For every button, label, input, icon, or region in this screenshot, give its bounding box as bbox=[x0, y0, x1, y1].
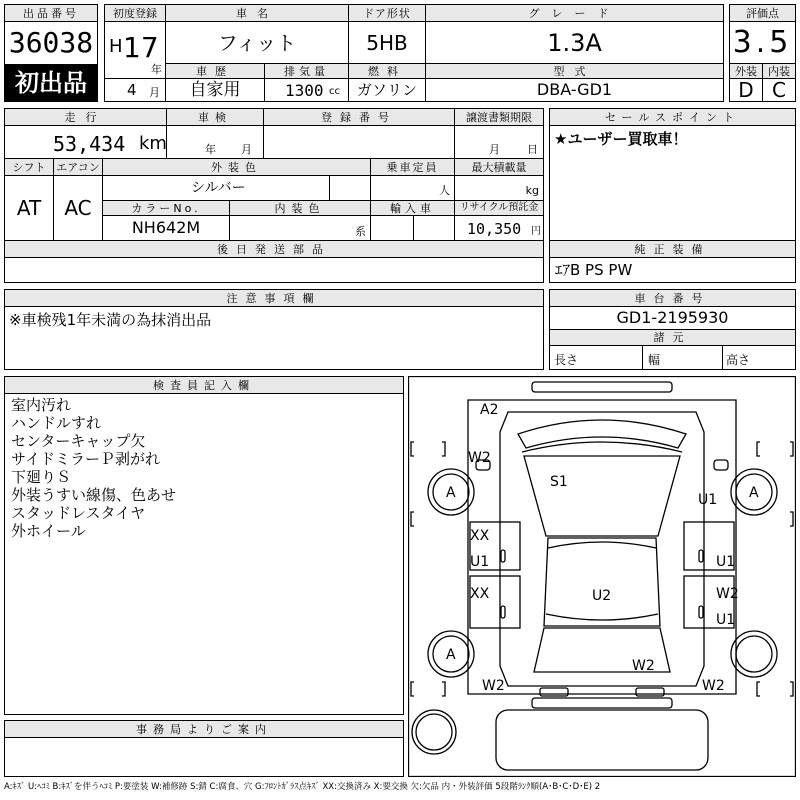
interior-grade: C bbox=[762, 78, 796, 102]
aircon: AC bbox=[53, 175, 103, 241]
fuel: ガソリン bbox=[348, 78, 426, 102]
mark-u1-front-right: U1 bbox=[698, 492, 718, 508]
mark-s1-hood: S1 bbox=[550, 474, 568, 490]
dimensions-label: 諸元 bbox=[549, 329, 796, 346]
history: 自家用 bbox=[165, 78, 265, 102]
front-bumper bbox=[532, 382, 672, 392]
inspection-label: 車検 bbox=[166, 108, 264, 126]
height-label: 高さ bbox=[726, 353, 751, 367]
ext-color: シルバー bbox=[191, 180, 246, 196]
body-outline bbox=[468, 400, 736, 694]
sales-point-label: セールスポイント bbox=[549, 108, 796, 126]
displacement-box bbox=[264, 78, 349, 102]
ext-color-divider bbox=[329, 176, 330, 200]
int-color-unit: 系 bbox=[229, 215, 371, 241]
hood bbox=[524, 456, 680, 536]
roof-front-curve bbox=[548, 542, 656, 548]
first-listing-badge: 初出品 bbox=[4, 64, 98, 102]
dim-divider-2 bbox=[722, 346, 723, 369]
model-label: 型式 bbox=[425, 63, 724, 79]
inspection-box bbox=[166, 125, 264, 159]
month-unit: 月 bbox=[149, 86, 160, 99]
model-code: DBA-GD1 bbox=[425, 78, 724, 102]
inspector-note: 外装うすい線傷、色あせ bbox=[11, 486, 177, 504]
right-mirror bbox=[714, 460, 728, 470]
legend: A:ｷｽﾞ U:ﾍｺﾐ B:ｷｽﾞを伴うﾍｺﾐ P:要塗装 W:補修跡 S:錆 C:腐食、穴 G:ﾌﾛﾝﾄｶﾞﾗｽ点ｷｽﾞ XX:交換済み X:要交換 欠:欠品 内・外装評価 5段階ﾗﾝｸ順(A･B･C･D･E) 2 bbox=[4, 782, 601, 792]
inspector-note: サイドミラーＰ剥がれ bbox=[11, 450, 160, 468]
displacement: 1300 bbox=[285, 81, 324, 100]
recycle-box bbox=[454, 215, 544, 241]
doc-day-unit: 日 bbox=[527, 143, 538, 156]
mileage: 53,434 bbox=[53, 132, 126, 156]
office-label: 事務局よりご案内 bbox=[4, 720, 404, 738]
int-color-label: 内装色 bbox=[229, 200, 371, 216]
year-unit: 年 bbox=[151, 63, 162, 76]
import-divider bbox=[413, 216, 414, 240]
roof bbox=[544, 538, 660, 626]
trunk-floor bbox=[496, 710, 708, 770]
first-registration-year-box bbox=[104, 21, 166, 79]
aircon-label: エアコン bbox=[53, 158, 103, 176]
recycle-fee: 10,350 bbox=[467, 220, 522, 238]
shift-label: シフト bbox=[4, 158, 54, 176]
doc-month-unit: 月 bbox=[489, 143, 500, 156]
inspector-note: センターキャップ欠 bbox=[11, 432, 146, 450]
plate-box bbox=[263, 125, 455, 159]
mark-u1-right-rear-door: U1 bbox=[716, 612, 736, 628]
score: 3.5 bbox=[729, 21, 796, 64]
registration-month: 4 bbox=[127, 81, 137, 99]
mark-xx-left-front-door: XX bbox=[470, 528, 490, 544]
color-code-label: カラーNo. bbox=[102, 200, 230, 216]
mark-a-front-left-wheel: A bbox=[446, 485, 456, 501]
max-load-label: 最大積載量 bbox=[454, 158, 544, 176]
capacity-unit: 人 bbox=[370, 175, 455, 201]
chassis-number: GD1-2195930 bbox=[549, 306, 796, 330]
inspector-notes bbox=[4, 393, 404, 715]
mark-w2-front-left: W2 bbox=[468, 450, 491, 466]
mark-w2-rear-hatch: W2 bbox=[632, 658, 655, 674]
car-damage-diagram bbox=[408, 376, 796, 777]
mark-w2-rear-right: W2 bbox=[702, 678, 725, 694]
ext-color-box bbox=[102, 175, 371, 201]
doc-deadline-box bbox=[454, 125, 544, 159]
mileage-box bbox=[4, 125, 167, 159]
mileage-unit: km bbox=[139, 133, 167, 154]
import-label: 輸入車 bbox=[370, 200, 455, 216]
car-name: フィット bbox=[165, 21, 349, 64]
notice-box bbox=[4, 306, 544, 370]
mark-u1-left-front-door: U1 bbox=[470, 554, 490, 570]
inspection-month-unit: 月 bbox=[241, 143, 252, 156]
sales-point: ★ユーザー買取車！ bbox=[554, 130, 688, 148]
fuel-label: 燃料 bbox=[348, 63, 426, 79]
lot-number-label: 出品番号 bbox=[4, 4, 98, 22]
import-box bbox=[370, 215, 455, 241]
rear-bumper bbox=[532, 698, 672, 708]
notice-label: 注意事項欄 bbox=[4, 289, 544, 307]
interior-grade-label: 内装 bbox=[762, 63, 796, 79]
inspector-label: 検査員記入欄 bbox=[4, 376, 404, 394]
door-shape: 5HB bbox=[348, 21, 426, 64]
mark-w2-right-rear-door: W2 bbox=[716, 586, 739, 602]
mark-xx-left-rear-door: XX bbox=[470, 586, 490, 602]
car-name-label: 車名 bbox=[165, 4, 349, 22]
later-parts-label: 後日発送部品 bbox=[4, 240, 544, 258]
mark-u1-right-front-door: U1 bbox=[716, 554, 736, 570]
grade: 1.3A bbox=[425, 21, 724, 64]
roof-rear-curve bbox=[546, 614, 658, 620]
door-label: ドア形状 bbox=[348, 4, 426, 22]
inspection-year-unit: 年 bbox=[205, 143, 216, 156]
inspector-note: 室内汚れ bbox=[11, 396, 72, 414]
lot-number: 36038 bbox=[4, 21, 98, 65]
displacement-label: 排気量 bbox=[264, 63, 349, 79]
chassis-label: 車台番号 bbox=[549, 289, 796, 307]
inspector-note: ハンドルすれ bbox=[11, 414, 102, 432]
mileage-label: 走行 bbox=[4, 108, 167, 126]
yen-unit: 円 bbox=[531, 226, 541, 237]
windshield bbox=[518, 420, 686, 448]
dimensions-box bbox=[549, 345, 796, 370]
displacement-unit: cc bbox=[329, 86, 340, 97]
later-parts-box bbox=[4, 257, 544, 283]
inspector-note: スタッドレスタイヤ bbox=[11, 504, 146, 522]
color-code: NH642M bbox=[102, 215, 230, 241]
ext-color-label: 外装色 bbox=[102, 158, 371, 176]
doc-deadline-label: 譲渡書類期限 bbox=[454, 108, 544, 126]
mark-u2-roof: U2 bbox=[592, 588, 612, 604]
inspector-note: 外ホイール bbox=[11, 522, 86, 540]
width-label: 幅 bbox=[648, 353, 661, 367]
exterior-grade-label: 外装 bbox=[729, 63, 763, 79]
exterior-grade: D bbox=[729, 78, 763, 102]
mark-a2: A2 bbox=[480, 402, 499, 418]
first-registration-month-box bbox=[104, 78, 166, 102]
equipment-label: 純正装備 bbox=[549, 240, 796, 258]
mark-a-front-right-wheel: A bbox=[749, 485, 759, 501]
dim-divider-1 bbox=[642, 346, 643, 369]
office-box bbox=[4, 737, 404, 777]
notice-text: ※車検残1年未満の為抹消出品 bbox=[9, 311, 212, 329]
inner-body bbox=[500, 412, 704, 686]
score-label: 評価点 bbox=[729, 4, 796, 22]
max-load-unit: kg bbox=[454, 175, 544, 201]
left-rear-door bbox=[470, 576, 520, 628]
mark-a-rear-left-wheel: A bbox=[446, 647, 456, 663]
registration-year: 17 bbox=[123, 31, 159, 64]
spare-tire bbox=[416, 714, 452, 750]
mark-w2-rear-left: W2 bbox=[482, 678, 505, 694]
wheel-rear-right bbox=[736, 636, 772, 672]
equipment: ｴｱB PS PW bbox=[549, 257, 796, 283]
shift: AT bbox=[4, 175, 54, 241]
era: H bbox=[109, 36, 123, 57]
recycle-label: リサイクル預託金 bbox=[454, 200, 544, 216]
length-label: 長さ bbox=[554, 353, 579, 367]
sales-point-box bbox=[549, 125, 796, 241]
history-label: 車歴 bbox=[165, 63, 265, 79]
first-registration-label: 初度登録 bbox=[104, 4, 166, 22]
inspector-note: 下廻りＳ bbox=[11, 468, 72, 486]
grade-label: グレード bbox=[425, 4, 724, 22]
capacity-label: 乗車定員 bbox=[370, 158, 455, 176]
plate-label: 登録番号 bbox=[263, 108, 455, 126]
